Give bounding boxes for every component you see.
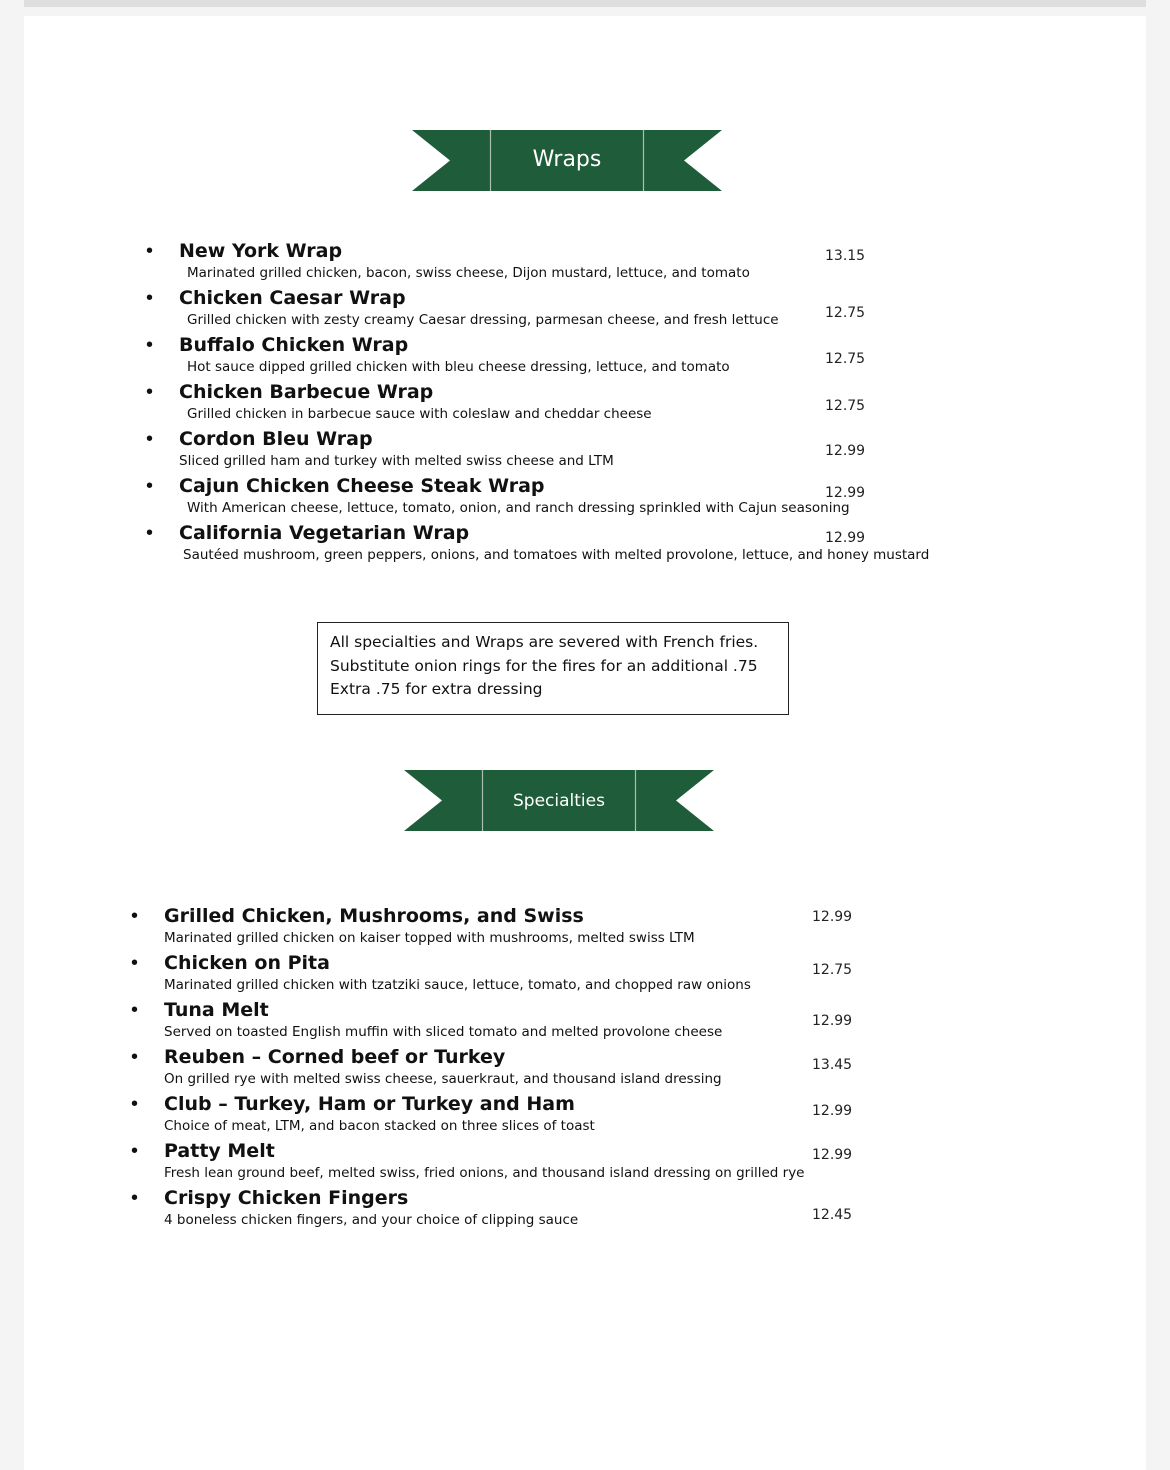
menu-item-price: 12.99 (812, 1013, 853, 1029)
menu-item-description: Served on toasted English muffin with sliced tomato and melted provolone cheese (164, 1024, 723, 1040)
menu-item-description: Fresh lean ground beef, melted swiss, fried onions, and thousand island dressing on grilled rye (164, 1165, 805, 1181)
menu-item-description: Sliced grilled ham and turkey with melted swiss cheese and LTM (179, 453, 614, 469)
menu-item-price: 13.15 (825, 248, 866, 264)
menu-item-name: Chicken on Pita (164, 952, 330, 974)
menu-item-name: Cordon Bleu Wrap (179, 428, 373, 450)
menu-item-name: Grilled Chicken, Mushrooms, and Swiss (164, 905, 584, 927)
menu-item-name: Chicken Caesar Wrap (179, 287, 406, 309)
specialties-title: Specialties (513, 791, 605, 811)
menu-item-description: 4 boneless chicken fingers, and your choice of clipping sauce (164, 1212, 579, 1228)
bullet-icon: • (146, 381, 154, 403)
menu-page (24, 16, 1146, 1470)
bullet-icon: • (131, 1093, 139, 1115)
specialties-banner (404, 770, 714, 831)
bullet-icon: • (131, 1140, 139, 1162)
wraps-title: Wraps (532, 147, 602, 172)
menu-item-price: 12.99 (812, 909, 853, 925)
menu-item-description: Grilled chicken with zesty creamy Caesar dressing, parmesan cheese, and fresh lettuce (187, 312, 779, 328)
menu-item-name: Reuben – Corned beef or Turkey (164, 1046, 506, 1068)
menu-item-price: 12.45 (812, 1207, 853, 1223)
bullet-icon: • (131, 999, 139, 1021)
bullet-icon: • (131, 905, 139, 927)
menu-item-price: 12.99 (825, 530, 866, 546)
bullet-icon: • (146, 334, 154, 356)
menu-item-name: Club – Turkey, Ham or Turkey and Ham (164, 1093, 575, 1115)
menu-item-description: Sautéed mushroom, green peppers, onions, and tomatoes with melted provolone, lettuce, and honey mustard (183, 547, 930, 563)
bullet-icon: • (146, 287, 154, 309)
menu-item-name: New York Wrap (179, 240, 343, 262)
note-line-2: Substitute onion rings for the fires for an additional .75 (330, 656, 758, 675)
menu-item-description: On grilled rye with melted swiss cheese, sauerkraut, and thousand island dressing (164, 1071, 722, 1087)
menu-item-price: 12.75 (825, 351, 866, 367)
bullet-icon: • (146, 240, 154, 262)
menu-item-description: Choice of meat, LTM, and bacon stacked on three slices of toast (164, 1118, 595, 1134)
menu-item-description: Hot sauce dipped grilled chicken with bleu cheese dressing, lettuce, and tomato (187, 359, 730, 375)
menu-item-price: 12.99 (825, 485, 866, 501)
menu-item-name: Chicken Barbecue Wrap (179, 381, 434, 403)
wraps-banner (412, 130, 722, 191)
bullet-icon: • (131, 1046, 139, 1068)
note-line-3: Extra .75 for extra dressing (330, 680, 543, 698)
menu-item-price: 12.75 (825, 305, 866, 321)
bullet-icon: • (146, 475, 154, 497)
top-scroll-bar (24, 0, 1146, 7)
menu-item-price: 12.75 (812, 962, 853, 978)
menu-item-name: Tuna Melt (164, 999, 269, 1021)
menu-item-name: Patty Melt (164, 1140, 275, 1162)
menu-item-description: With American cheese, lettuce, tomato, onion, and ranch dressing sprinkled with Cajun seasoning (187, 500, 850, 516)
bullet-icon: • (131, 1187, 139, 1209)
menu-item-description: Marinated grilled chicken with tzatziki sauce, lettuce, tomato, and chopped raw onions (164, 977, 751, 993)
menu-item-price: 12.75 (825, 398, 866, 414)
menu-item-description: Grilled chicken in barbecue sauce with coleslaw and cheddar cheese (187, 406, 652, 422)
menu-item-description: Marinated grilled chicken, bacon, swiss cheese, Dijon mustard, lettuce, and tomato (187, 265, 750, 281)
bullet-icon: • (146, 428, 154, 450)
menu-item-name: Crispy Chicken Fingers (164, 1187, 409, 1209)
sides-note-box (317, 622, 789, 715)
menu-item-name: Buffalo Chicken Wrap (179, 334, 409, 356)
menu-item-price: 13.45 (812, 1057, 853, 1073)
menu-item-name: California Vegetarian Wrap (179, 522, 470, 544)
menu-item-name: Cajun Chicken Cheese Steak Wrap (179, 475, 545, 497)
menu-item-price: 12.99 (825, 443, 866, 459)
menu-item-price: 12.99 (812, 1147, 853, 1163)
bullet-icon: • (146, 522, 154, 544)
menu-item-price: 12.99 (812, 1103, 853, 1119)
note-line-1: All specialties and Wraps are severed with French fries. (330, 633, 759, 651)
bullet-icon: • (131, 952, 139, 974)
menu-item-description: Marinated grilled chicken on kaiser topped with mushrooms, melted swiss LTM (164, 930, 695, 946)
